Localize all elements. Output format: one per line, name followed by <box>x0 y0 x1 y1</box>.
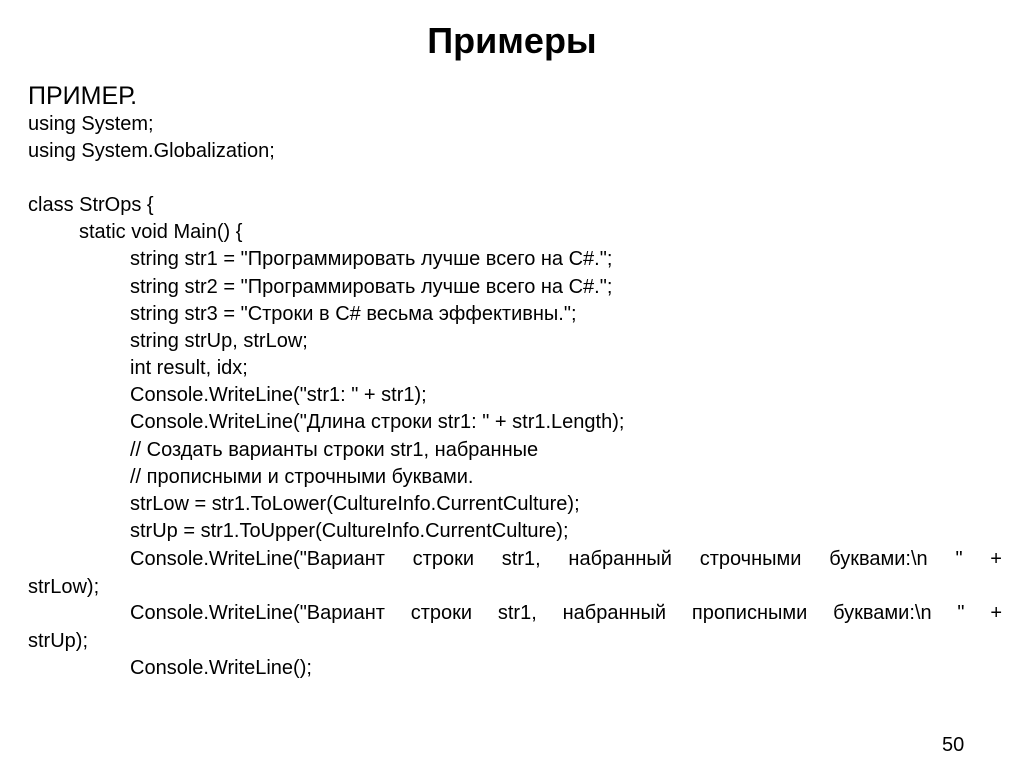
code-line: string str1 = "Программировать лучше всего на C#."; <box>130 248 613 270</box>
example-heading: ПРИМЕР. <box>28 82 138 110</box>
code-line: using System.Globalization; <box>28 140 275 162</box>
code-comment: // Создать варианты строки str1, набранные <box>130 439 539 461</box>
code-line: Console.WriteLine("Вариант строки str1, набранный прописными буквами:\n " + <box>130 602 1002 624</box>
code-line: strLow = str1.ToLower(CultureInfo.CurrentCulture); <box>130 493 580 515</box>
code-line: Console.WriteLine("str1: " + str1); <box>130 384 427 406</box>
page-number: 50 <box>942 734 965 756</box>
code-line: static void Main() { <box>79 221 243 243</box>
code-line: string str3 = "Строки в C# весьма эффективны."; <box>130 303 577 325</box>
code-line: string str2 = "Программировать лучше всего на C#."; <box>130 276 613 298</box>
slide-title: Примеры <box>427 20 597 61</box>
code-comment: // прописными и строчными буквами. <box>130 466 474 488</box>
code-line: Console.WriteLine("Длина строки str1: " + str1.Length); <box>130 411 625 433</box>
code-line: Console.WriteLine("Вариант строки str1, набранный строчными буквами:\n " + <box>130 548 1002 570</box>
code-line: class StrOps { <box>28 194 154 216</box>
code-line: strUp); <box>28 630 88 652</box>
code-line: strLow); <box>28 576 100 598</box>
code-line: using System; <box>28 113 154 135</box>
code-line: strUp = str1.ToUpper(CultureInfo.CurrentCulture); <box>130 520 569 542</box>
code-line: int result, idx; <box>130 357 248 379</box>
code-line: Console.WriteLine(); <box>130 657 312 679</box>
code-line: string strUp, strLow; <box>130 330 308 352</box>
